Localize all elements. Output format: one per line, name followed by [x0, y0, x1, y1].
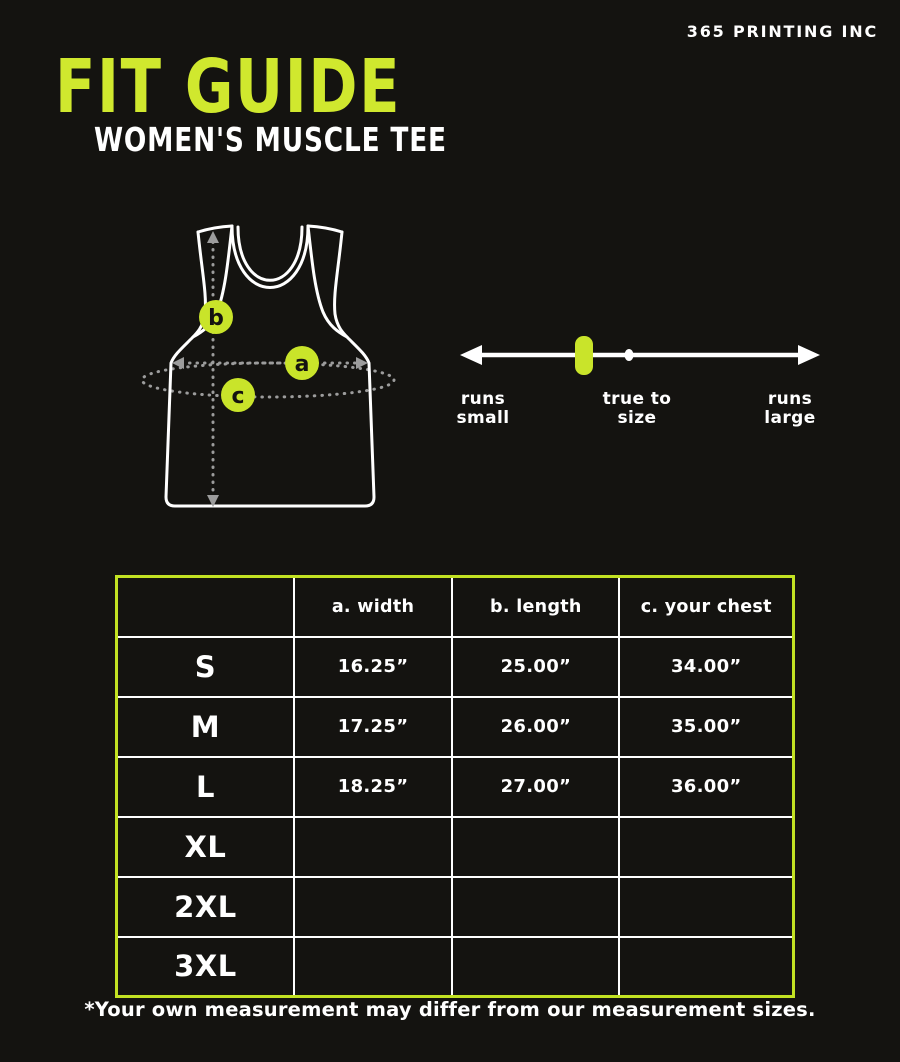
size-cell: L — [117, 757, 294, 817]
fit-scale-marker — [575, 336, 593, 375]
header-cell-length: b. length — [452, 577, 619, 637]
length-cell: 25.00” — [452, 637, 619, 697]
size-cell: 3XL — [117, 937, 294, 997]
chest-cell — [619, 877, 793, 937]
table-header-row — [117, 577, 794, 637]
table-row — [117, 937, 794, 997]
label-line: size — [617, 408, 657, 429]
size-cell: M — [117, 697, 294, 757]
label-line: runs — [767, 389, 813, 409]
length-cell — [452, 817, 619, 877]
header-cell-size — [117, 577, 294, 637]
table-row — [117, 697, 794, 757]
marker-a-label: a — [294, 352, 310, 377]
fit-scale-label-runs-small — [423, 390, 543, 428]
length-cell: 27.00” — [452, 757, 619, 817]
tee-diagram — [130, 200, 440, 535]
fit-scale-center-dot — [625, 349, 634, 361]
table-row — [117, 817, 794, 877]
page-subtitle: WOMEN'S MUSCLE TEE — [94, 120, 447, 159]
size-cell: XL — [117, 817, 294, 877]
footnote: *Your own measurement may differ from our measurement sizes. — [84, 998, 816, 1021]
fit-scale-label-runs-large — [730, 390, 850, 428]
label-line: small — [456, 408, 510, 429]
fit-scale — [450, 330, 830, 386]
width-cell — [294, 817, 452, 877]
length-cell — [452, 877, 619, 937]
size-cell: 2XL — [117, 877, 294, 937]
width-cell — [294, 937, 452, 997]
header-cell-width: a. width — [294, 577, 452, 637]
length-measure-line — [207, 231, 219, 507]
chest-cell: 36.00” — [619, 757, 793, 817]
arrow-right-icon — [798, 345, 820, 365]
size-table — [115, 575, 795, 998]
chest-cell: 34.00” — [619, 637, 793, 697]
fit-scale-label-true-to-size — [577, 390, 697, 428]
width-cell — [294, 877, 452, 937]
width-cell: 16.25” — [294, 637, 452, 697]
chest-cell — [619, 937, 793, 997]
label-line: large — [764, 408, 816, 429]
page-title: FIT GUIDE — [55, 44, 402, 130]
tee-outline — [166, 226, 374, 506]
size-cell: S — [117, 637, 294, 697]
arrow-up-icon — [207, 231, 219, 243]
width-cell: 18.25” — [294, 757, 452, 817]
table-row — [117, 877, 794, 937]
fit-scale-arrow — [460, 345, 820, 365]
label-line: true to — [602, 389, 672, 409]
marker-c-label: c — [231, 384, 245, 409]
chest-cell: 35.00” — [619, 697, 793, 757]
brand-text: 365 PRINTING INC — [686, 22, 878, 41]
length-cell — [452, 937, 619, 997]
width-cell: 17.25” — [294, 697, 452, 757]
arrow-left-icon — [460, 345, 482, 365]
marker-b-label: b — [208, 306, 224, 331]
label-line: runs — [460, 389, 506, 409]
table-row — [117, 637, 794, 697]
header-cell-chest: c. your chest — [619, 577, 793, 637]
table-row — [117, 757, 794, 817]
chest-cell — [619, 817, 793, 877]
length-cell: 26.00” — [452, 697, 619, 757]
